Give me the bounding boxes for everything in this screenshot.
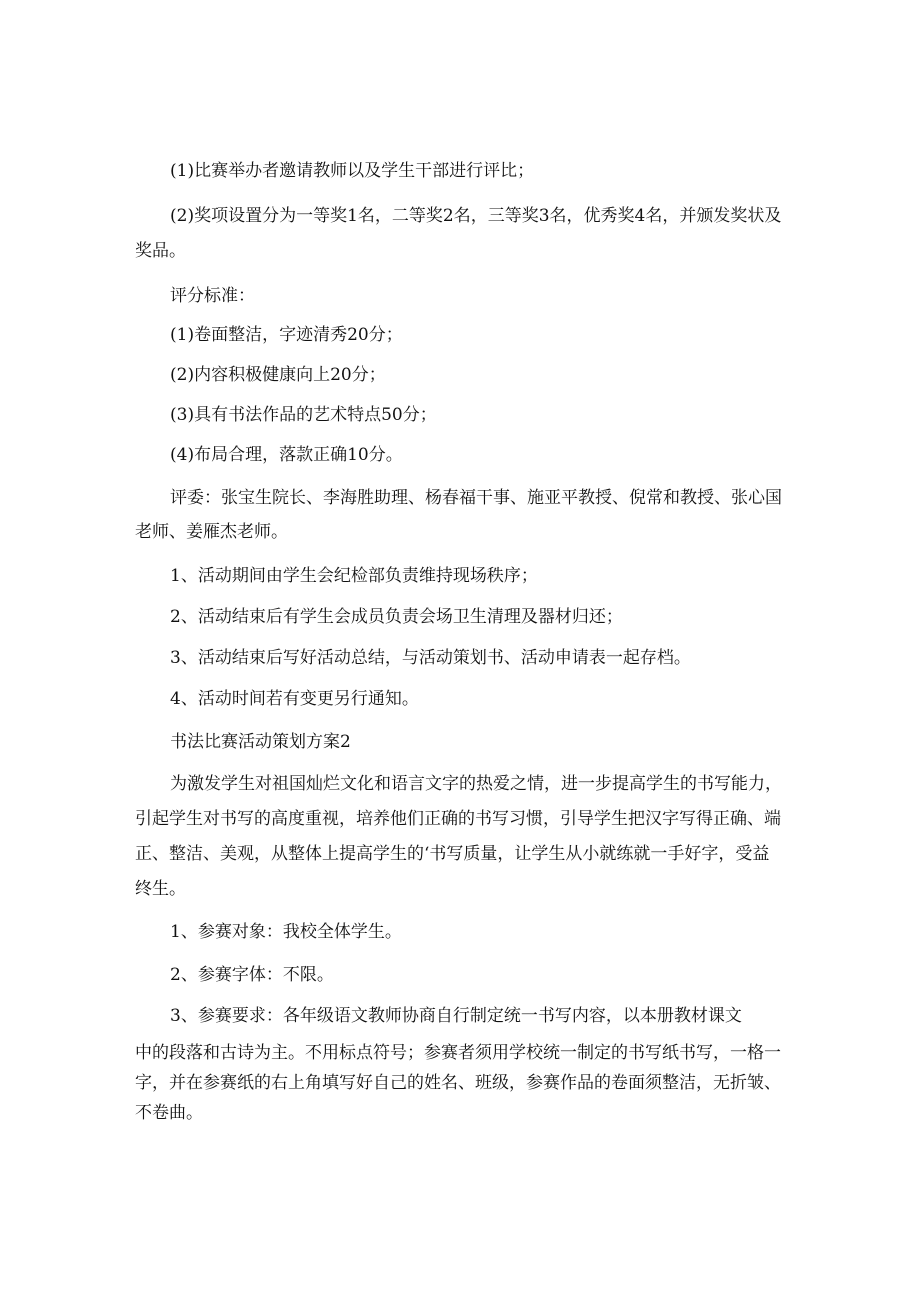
text-line: 3、活动结束后写好活动总结，与活动策划书、活动申请表一起存档。 xyxy=(170,648,691,668)
text-line: 2、活动结束后有学生会成员负责会场卫生清理及器材归还； xyxy=(170,607,623,627)
text-line: 1、活动期间由学生会纪检部负责维持现场秩序； xyxy=(170,566,538,586)
text-line: 3、参赛要求：各年级语文教师协商自行制定统一书写内容，以本册教材课文 xyxy=(170,1006,742,1026)
text-line: (1)卷面整洁，字迹清秀20分； xyxy=(170,325,403,345)
text-line: 2、参赛字体：不限。 xyxy=(170,965,334,985)
text-line: 为激发学生对祖国灿烂文化和语言文字的热爱之情，进一步提高学生的书写能力， xyxy=(170,774,782,794)
text-line: 引起学生对书写的高度重视，培养他们正确的书写习惯，引导学生把汉字写得正确、端 xyxy=(135,809,781,829)
text-line: (4)布局合理，落款正确10分。 xyxy=(170,445,403,465)
section-heading: 评分标准： xyxy=(170,286,255,306)
text-line: 1、参赛对象：我校全体学生。 xyxy=(170,922,402,942)
text-line: (3)具有书法作品的艺术特点50分； xyxy=(170,405,437,425)
text-line: 正、整洁、美观，从整体上提高学生的‘书写质量，让学生从小就练就一手好字，受益 xyxy=(135,844,770,864)
text-line: 中的段落和古诗为主。不用标点符号；参赛者须用学校统一制定的书写纸书写，一格一 xyxy=(135,1043,781,1063)
text-line: 终生。 xyxy=(135,879,186,899)
text-line: 奖品。 xyxy=(135,241,186,261)
text-line: 不卷曲。 xyxy=(135,1103,203,1123)
text-line: 评委：张宝生院长、李海胜助理、杨春福干事、施亚平教授、倪常和教授、张心国 xyxy=(170,488,782,508)
text-line: 老师、姜雁杰老师。 xyxy=(135,522,288,542)
text-line: (1)比赛举办者邀请教师以及学生干部进行评比； xyxy=(170,161,535,181)
text-line: (2)奖项设置分为一等奖1名，二等奖2名，三等奖3名，优秀奖4名，并颁发奖状及 xyxy=(170,206,782,226)
text-line: 字，并在参赛纸的右上角填写好自己的姓名、班级，参赛作品的卷面须整洁，无折皱、 xyxy=(135,1073,781,1093)
section-title: 书法比赛活动策划方案2 xyxy=(170,732,351,752)
text-line: (2)内容积极健康向上20分； xyxy=(170,365,386,385)
text-line: 4、活动时间若有变更另行通知。 xyxy=(170,689,419,709)
